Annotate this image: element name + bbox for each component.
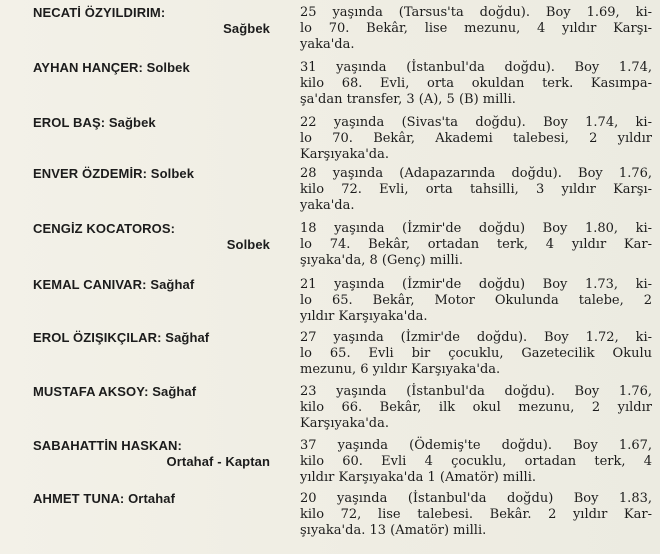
player-position: Sağhaf: [150, 277, 195, 292]
player-name-line: [33, 5, 273, 21]
bio-line: 25 yaşında (Tarsus'ta doğdu). Boy 1.69, ki-: [300, 5, 652, 20]
bio-line: yıldır Karşıyaka'da 1 (Amatör) milli.: [300, 470, 536, 485]
bio-line: yaka'da.: [300, 198, 355, 213]
bio-line: Karşıyaka'da.: [300, 416, 390, 431]
bio-line: 37 yaşında (Ödemiş'te doğdu). Boy 1.67,: [300, 438, 652, 453]
bio-line: 31 yaşında (İstanbul'da doğdu). Boy 1.74,: [300, 60, 652, 75]
bio-line: 22 yaşında (Sivas'ta doğdu). Boy 1.74, ki-: [300, 115, 652, 130]
bio-line: kilo 66. Bekâr, ilk okul mezunu, 2 yıldır: [300, 400, 652, 415]
bio-line: yıldır Karşıyaka'da.: [300, 309, 428, 324]
player-position-right: Sağbek: [223, 21, 270, 36]
player-name: CENGİZ KOCATOROS:: [33, 221, 176, 236]
player-bio: [300, 60, 652, 108]
player-position: Solbek: [146, 60, 190, 75]
player-name: AHMET TUNA:: [33, 491, 125, 506]
player-name-block: [33, 277, 273, 293]
player-position-right: Solbek: [226, 237, 270, 252]
player-bio: [300, 5, 652, 53]
player-bio: [300, 221, 652, 269]
bio-line: kilo 68. Evli, orta okuldan terk. Kasımpa-: [300, 76, 652, 91]
player-name-block: [33, 384, 273, 400]
bio-line: kilo 72. Evli, orta tahsilli, 3 yıldır Karşı-: [300, 182, 652, 197]
player-name-line: [33, 438, 273, 454]
player-name-block: [33, 166, 273, 182]
player-name: MUSTAFA AKSOY:: [33, 384, 149, 399]
bio-line: kilo 72, lise talebesi. Bekâr. 2 yıldır Kar-: [300, 507, 652, 522]
player-name: ENVER ÖZDEMİR:: [33, 166, 148, 181]
player-position: Solbek: [150, 166, 195, 181]
bio-line: lo 74. Bekâr, ortadan terk, 4 yıldır Kar-: [300, 237, 652, 252]
player-name-line: [33, 60, 273, 76]
bio-line: lo 65. Bekâr, Motor Okulunda talebe, 2: [300, 293, 652, 308]
bio-line: 21 yaşında (İzmir'de doğdu) Boy 1.73, ki-: [300, 277, 652, 292]
player-name-block: [33, 491, 273, 507]
player-position-right: Ortahaf - Kaptan: [166, 454, 270, 469]
player-name-block: [33, 5, 273, 37]
player-bio: [300, 438, 652, 486]
player-bio: [300, 166, 652, 214]
player-name-block: [33, 60, 273, 76]
player-name: AYHAN HANÇER:: [33, 60, 143, 75]
player-position: Ortahaf: [128, 491, 176, 506]
player-position: Sağhaf: [152, 384, 197, 399]
player-bio: [300, 491, 652, 539]
bio-line: şıyaka'da. 13 (Amatör) milli.: [300, 523, 487, 538]
player-position: Sağbek: [108, 115, 156, 130]
bio-line: lo 70. Bekâr, Akademi talebesi, 2 yıldır: [300, 131, 652, 146]
player-bio: [300, 277, 652, 325]
player-name-line: [33, 277, 273, 293]
player-name: SABAHATTİN HASKAN:: [33, 438, 182, 453]
bio-line: kilo 60. Evli 4 çocuklu, ortadan terk, 4: [300, 454, 652, 469]
bio-line: lo 65. Evli bir çocuklu, Gazetecilik Okulu: [300, 346, 652, 361]
bio-line: şa'dan transfer, 3 (A), 5 (B) milli.: [300, 92, 516, 107]
player-bio: [300, 330, 652, 378]
player-bio: [300, 384, 652, 432]
player-name-line: [33, 115, 273, 131]
bio-line: Karşıyaka'da.: [300, 147, 390, 162]
player-name-block: [33, 221, 273, 253]
player-name: EROL BAŞ:: [33, 115, 106, 130]
player-name-block: [33, 330, 273, 346]
player-name-line: [33, 221, 273, 237]
bio-line: 28 yaşında (Adapazarında doğdu). Boy 1.76,: [300, 166, 652, 181]
player-name-line: [33, 491, 273, 507]
player-name-line: [33, 384, 273, 400]
player-name-block: [33, 115, 273, 131]
player-name: EROL ÖZIŞIKÇILAR:: [33, 330, 162, 345]
bio-line: lo 70. Bekâr, lise mezunu, 4 yıldır Karşı-: [300, 21, 652, 36]
player-name-line: [33, 330, 273, 346]
bio-line: 18 yaşında (İzmir'de doğdu) Boy 1.80, ki-: [300, 221, 652, 236]
player-name-block: [33, 438, 273, 470]
bio-line: 20 yaşında (İstanbul'da doğdu) Boy 1.83,: [300, 491, 652, 506]
player-bio: [300, 115, 652, 163]
player-name: KEMAL CANIVAR:: [33, 277, 147, 292]
player-position: Sağhaf: [165, 330, 210, 345]
bio-line: 23 yaşında (İstanbul'da doğdu). Boy 1.76,: [300, 384, 652, 399]
player-name: NECATİ ÖZYILDIRIM:: [33, 5, 166, 20]
bio-line: mezunu, 6 yıldır Karşıyaka'da.: [300, 362, 501, 377]
bio-line: 27 yaşında (İzmir'de doğdu). Boy 1.72, ki-: [300, 330, 652, 345]
bio-line: şıyaka'da, 8 (Genç) milli.: [300, 253, 463, 268]
player-name-line: [33, 166, 273, 182]
bio-line: yaka'da.: [300, 37, 355, 52]
